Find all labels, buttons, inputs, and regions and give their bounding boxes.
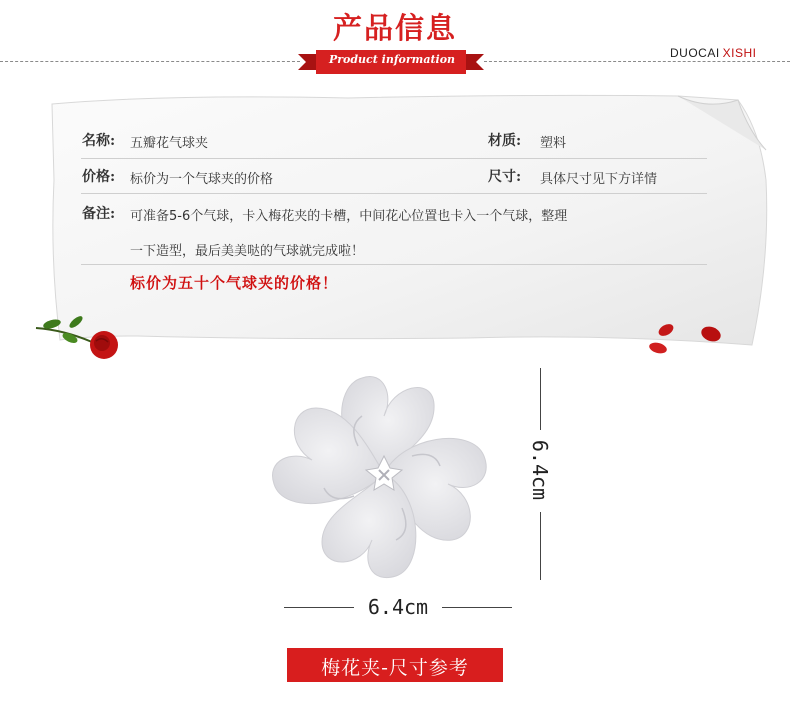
ribbon-label: Product information: [328, 53, 456, 66]
flower-clip-image: [262, 356, 506, 592]
height-dimension-line-bottom: [540, 512, 541, 580]
width-dimension-line-right: [442, 607, 512, 608]
width-dimension-line-left: [284, 607, 354, 608]
name-value: 五瓣花气球夹: [130, 136, 209, 151]
size-value: 具体尺寸见下方详情: [540, 172, 658, 187]
note-line-2: 一下造型，最后美美哒的气球就完成啦！: [130, 244, 365, 259]
material-value: 塑料: [540, 136, 567, 151]
price-label: 价格:: [82, 169, 116, 185]
name-label: 名称:: [82, 133, 116, 149]
row-divider: [81, 158, 707, 159]
price-value: 标价为一个气球夹的价格: [130, 172, 274, 187]
row-divider: [81, 264, 707, 265]
brand-logo: [670, 46, 757, 60]
width-dimension-label: 6.4cm: [367, 595, 429, 619]
height-dimension-label: 6.4cm: [528, 439, 552, 501]
note-line-1: 可准备5-6个气球，卡入梅花夹的卡槽，中间花心位置也卡入一个气球，整理: [130, 209, 568, 224]
rose-icon: [34, 312, 134, 362]
brand-main: DUOCAI: [670, 46, 720, 60]
divider-left: [0, 61, 300, 62]
petals-icon: [636, 312, 736, 362]
caption-label: 梅花夹-尺寸参考: [321, 657, 469, 679]
size-label: 尺寸:: [488, 169, 522, 185]
divider-right: [484, 61, 790, 62]
note-label: 备注:: [82, 206, 116, 222]
row-divider: [81, 193, 707, 194]
height-dimension-line-top: [540, 368, 541, 430]
brand-sub: XISHI: [722, 46, 757, 60]
price-warning: 标价为五十个气球夹的价格！: [130, 274, 339, 292]
page-title: 产品信息: [332, 11, 457, 45]
material-label: 材质:: [488, 133, 522, 149]
